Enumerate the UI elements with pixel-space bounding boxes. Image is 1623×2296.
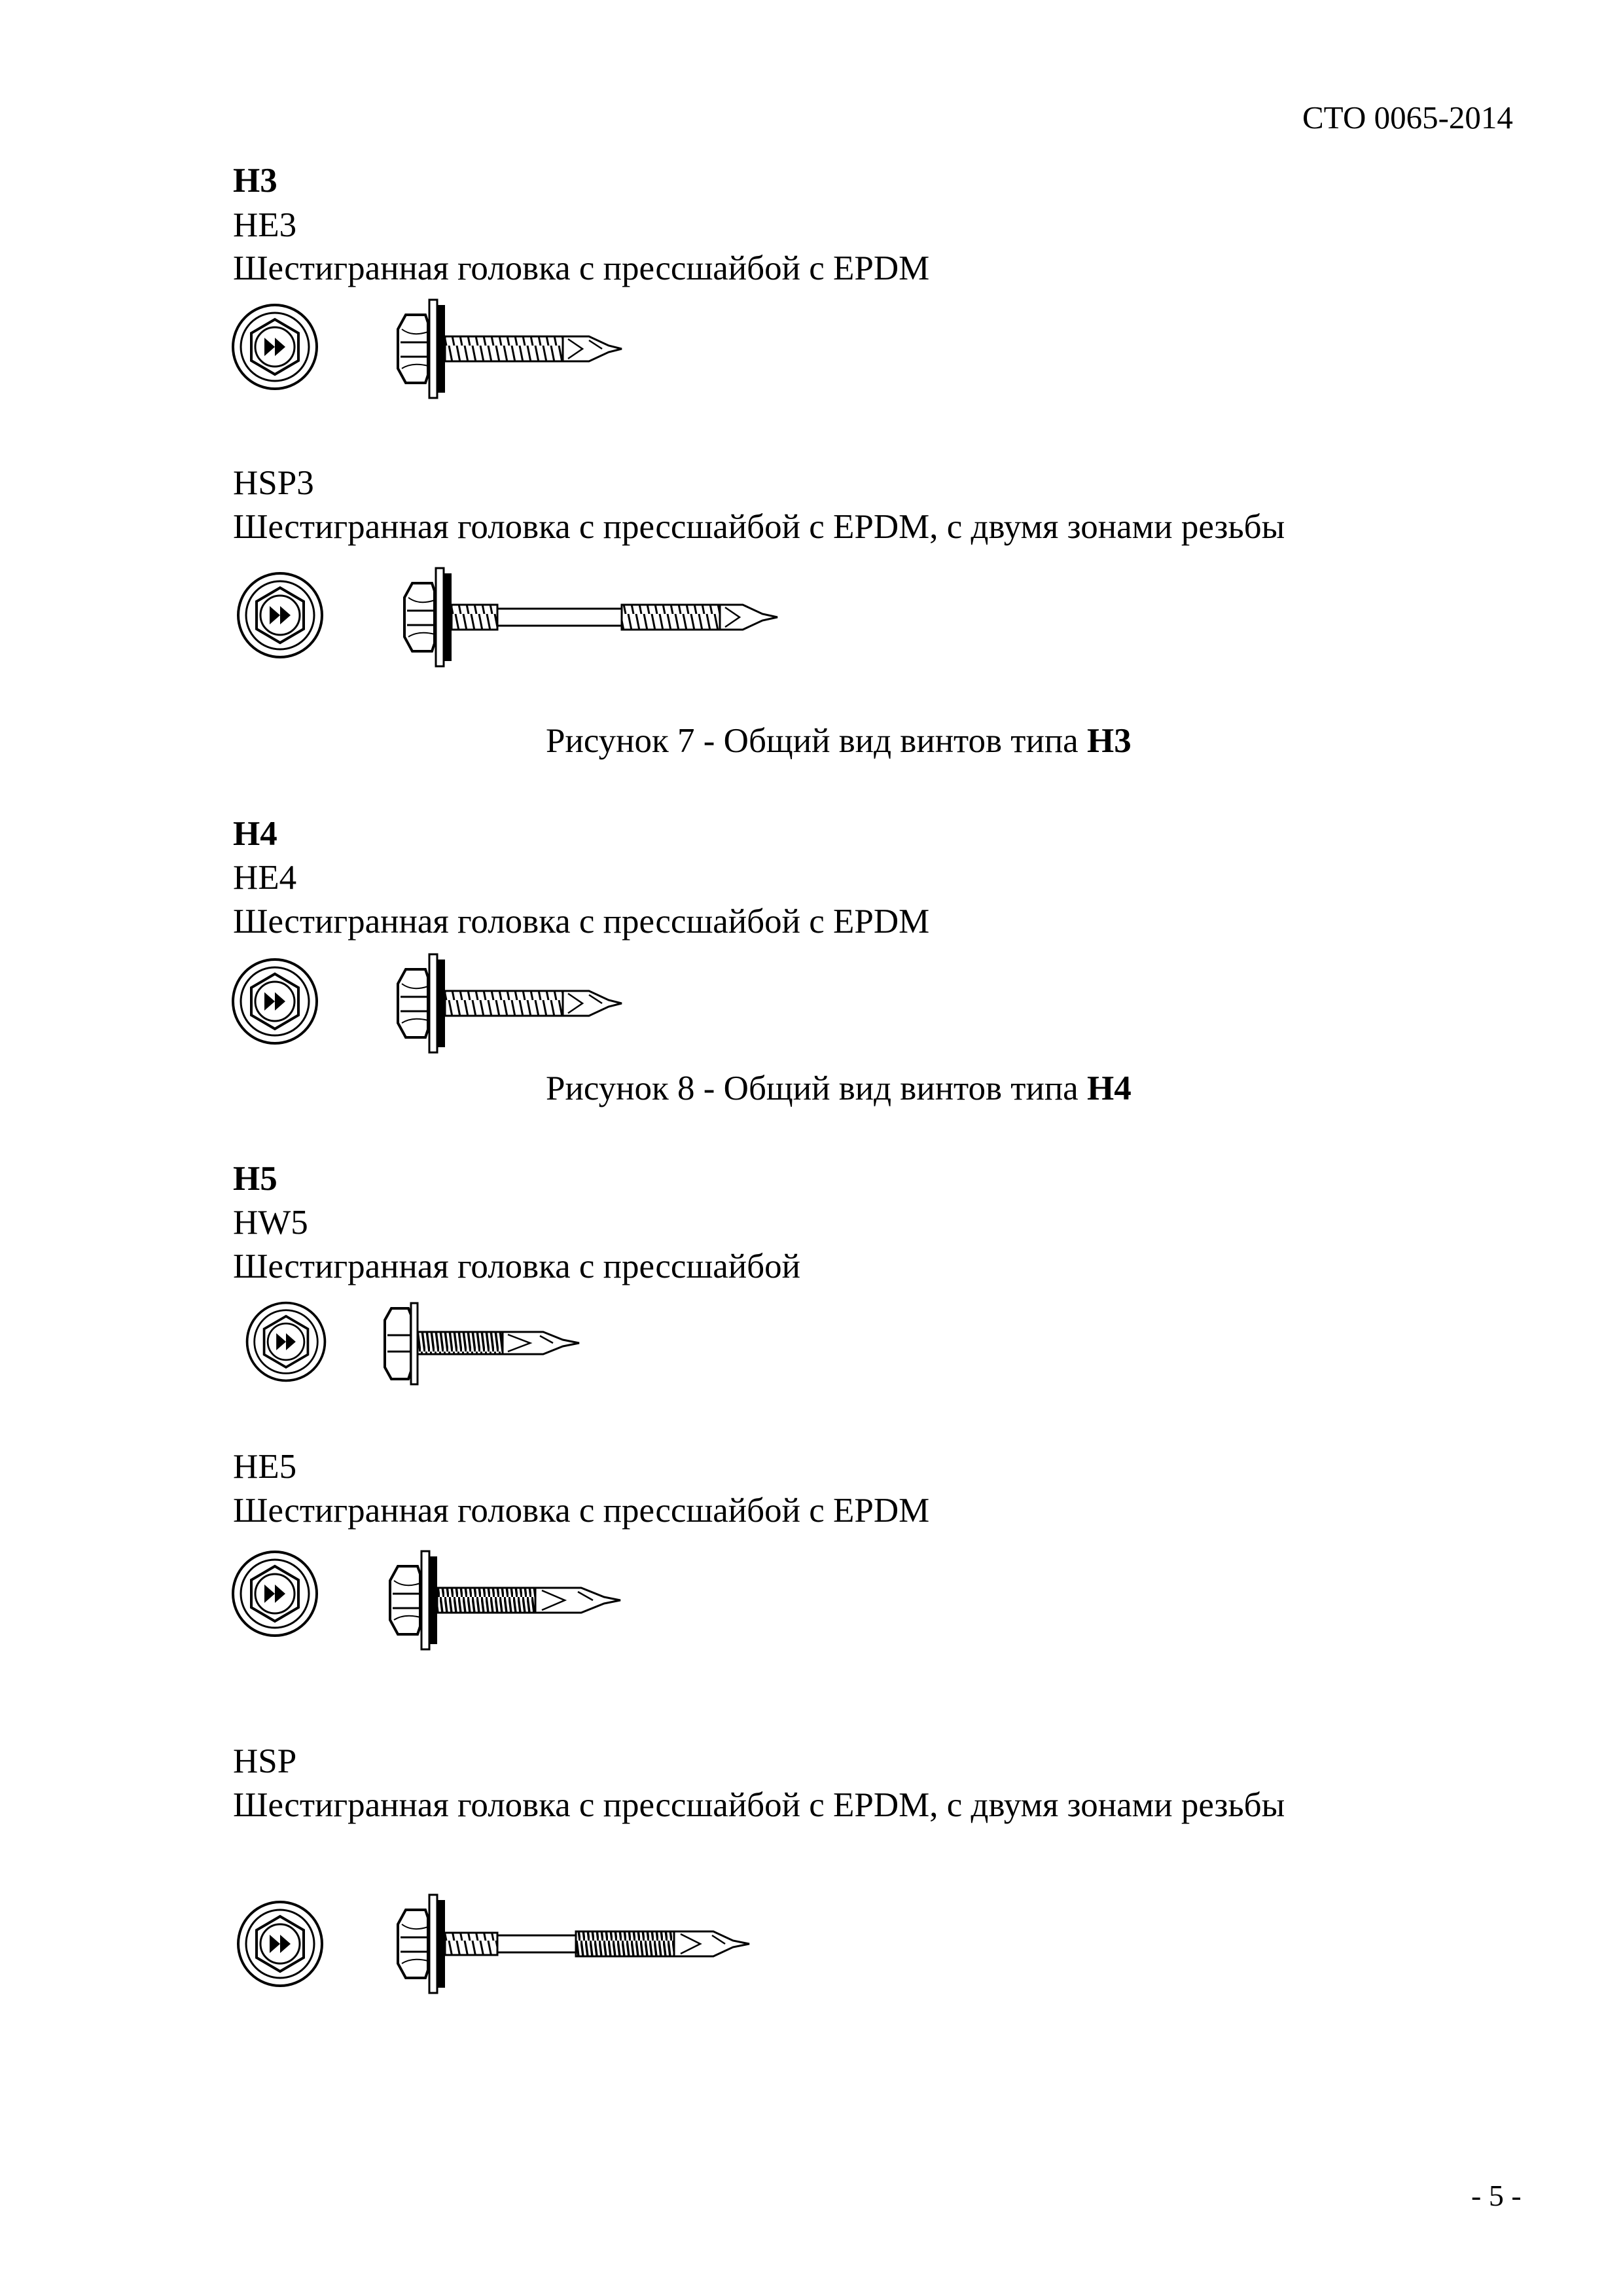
hex-head-screw-epdm-icon — [393, 948, 628, 1059]
item-description-he4: Шестигранная головка с прессшайбой с EPDM — [233, 903, 930, 941]
item-code-hsp: HSP — [233, 1742, 297, 1780]
hex-head-screw-washer-icon — [380, 1299, 602, 1391]
screw-head-top-view-icon — [242, 1548, 308, 1640]
screw-head-top-view-icon — [253, 1299, 319, 1384]
hex-head-screw-two-thread-zones-icon — [399, 562, 792, 673]
item-code-hsp3: HSP3 — [233, 464, 314, 502]
item-code-he3: HE3 — [233, 206, 297, 244]
hex-head-screw-two-thread-zones-icon — [393, 1888, 785, 2000]
figure-caption-8: Рисунок 8 - Общий вид винтов типа H4 — [546, 1069, 1132, 1107]
page-number: - 5 - — [1471, 2179, 1522, 2212]
item-code-he5: HE5 — [233, 1448, 297, 1486]
screw-head-top-view-icon — [247, 569, 313, 661]
item-code-hw5: HW5 — [233, 1204, 308, 1242]
item-description-hw5: Шестигранная головка с прессшайбой — [233, 1247, 800, 1285]
section-title-h5: H5 — [233, 1160, 277, 1198]
figure-caption-7: Рисунок 7 - Общий вид винтов типа H3 — [546, 722, 1132, 760]
section-title-h3: H3 — [233, 162, 277, 200]
section-title-h4: H4 — [233, 815, 277, 853]
item-description-hsp: Шестигранная головка с прессшайбой с EPDM, с двумя зонами резьбы — [233, 1786, 1285, 1824]
hex-head-screw-epdm-icon — [385, 1545, 633, 1656]
hex-head-screw-epdm-icon — [393, 293, 628, 404]
item-description-he3: Шестигранная головка с прессшайбой с EPDM — [233, 249, 930, 287]
screw-head-top-view-icon — [242, 956, 308, 1047]
item-description-he5: Шестигранная головка с прессшайбой с EPDM — [233, 1492, 930, 1530]
screw-head-top-view-icon — [247, 1898, 313, 1990]
screw-head-top-view-icon — [242, 301, 308, 393]
item-code-he4: HE4 — [233, 859, 297, 897]
document-code: СТО 0065-2014 — [1302, 99, 1513, 135]
item-description-hsp3: Шестигранная головка с прессшайбой с EPDM, с двумя зонами резьбы — [233, 508, 1285, 546]
